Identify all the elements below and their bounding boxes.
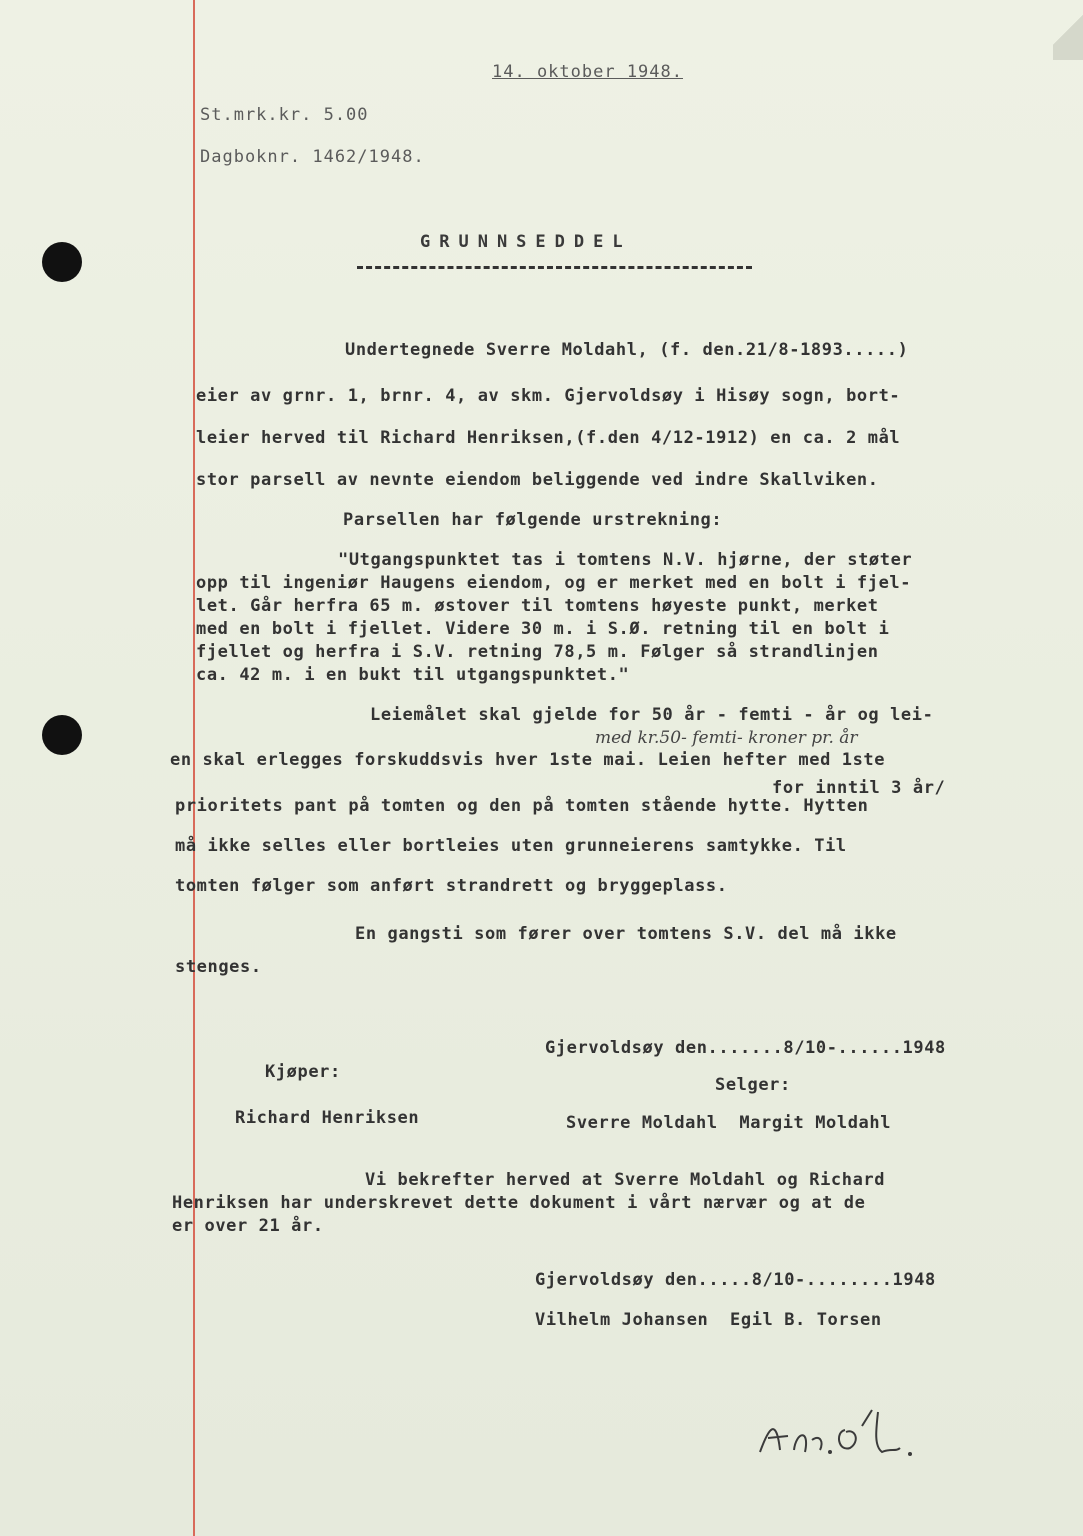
body-line: stenges. (175, 957, 262, 977)
body-line: Parsellen har følgende urstrekning: (343, 510, 723, 530)
body-line: Undertegnede Sverre Moldahl, (f. den.21/8-1893.....) (345, 340, 909, 360)
handwritten-signature (750, 1390, 940, 1474)
handwritten-note: med kr.50- femti- kroner pr. år (595, 728, 858, 748)
body-line: opp til ingeniør Haugens eiendom, og er merket med en bolt i fjel- (196, 573, 912, 593)
document-title: GRUNNSEDDEL (420, 232, 632, 252)
seller-label: Selger: (715, 1075, 791, 1095)
body-line: ca. 42 m. i en bukt til utgangspunktet." (196, 665, 630, 685)
body-line: en skal erlegges forskuddsvis hver 1ste mai. Leien hefter med 1ste (170, 750, 886, 770)
buyer-name: Richard Henriksen (235, 1108, 420, 1128)
witness-line: Henriksen har underskrevet dette dokument i vårt nærvær og at de (172, 1193, 866, 1213)
body-line: "Utgangspunktet tas i tomtens N.V. hjørne, der støter (338, 550, 913, 570)
journal-number: Dagboknr. 1462/1948. (200, 147, 425, 167)
witness-place-date: Gjervoldsøy den.....8/10-........1948 (535, 1270, 936, 1290)
punch-hole (42, 715, 82, 755)
witness-line: er over 21 år. (172, 1216, 324, 1236)
body-line: stor parsell av nevnte eiendom beliggende ved indre Skallviken. (196, 470, 879, 490)
body-line: må ikke selles eller bortleies uten grunneierens samtykke. Til (175, 836, 847, 856)
body-line: leier herved til Richard Henriksen,(f.den 4/12-1912) en ca. 2 mål (196, 428, 901, 448)
body-line: En gangsti som fører over tomtens S.V. del må ikke (355, 924, 897, 944)
witness-line: Vi bekrefter herved at Sverre Moldahl og Richard (365, 1170, 886, 1190)
witness-names: Vilhelm Johansen Egil B. Torsen (535, 1310, 882, 1330)
insert-note: for inntil 3 år/ (772, 778, 946, 798)
body-line: prioritets pant på tomten og den på tomten stående hytte. Hytten (175, 796, 869, 816)
title-underline (357, 266, 752, 269)
body-line: fjellet og herfra i S.V. retning 78,5 m. Følger så strandlinjen (196, 642, 879, 662)
body-line: Leiemålet skal gjelde for 50 år - femti - år og lei- (370, 705, 934, 725)
seller-names: Sverre Moldahl Margit Moldahl (566, 1113, 892, 1133)
buyer-label: Kjøper: (265, 1062, 341, 1082)
stamp-fee: St.mrk.kr. 5.00 (200, 105, 369, 125)
body-line: let. Går herfra 65 m. østover til tomtens høyeste punkt, merket (196, 596, 879, 616)
page-corner (1053, 0, 1083, 60)
body-line: tomten følger som anført strandrett og bryggeplass. (175, 876, 728, 896)
signing-place-date: Gjervoldsøy den.......8/10-......1948 (545, 1038, 946, 1058)
body-line: eier av grnr. 1, brnr. 4, av skm. Gjervoldsøy i Hisøy sogn, bort- (196, 386, 901, 406)
punch-hole (42, 242, 82, 282)
document-date: 14. oktober 1948. (492, 62, 683, 82)
body-line: med en bolt i fjellet. Videre 30 m. i S.Ø. retning til en bolt i (196, 619, 890, 639)
